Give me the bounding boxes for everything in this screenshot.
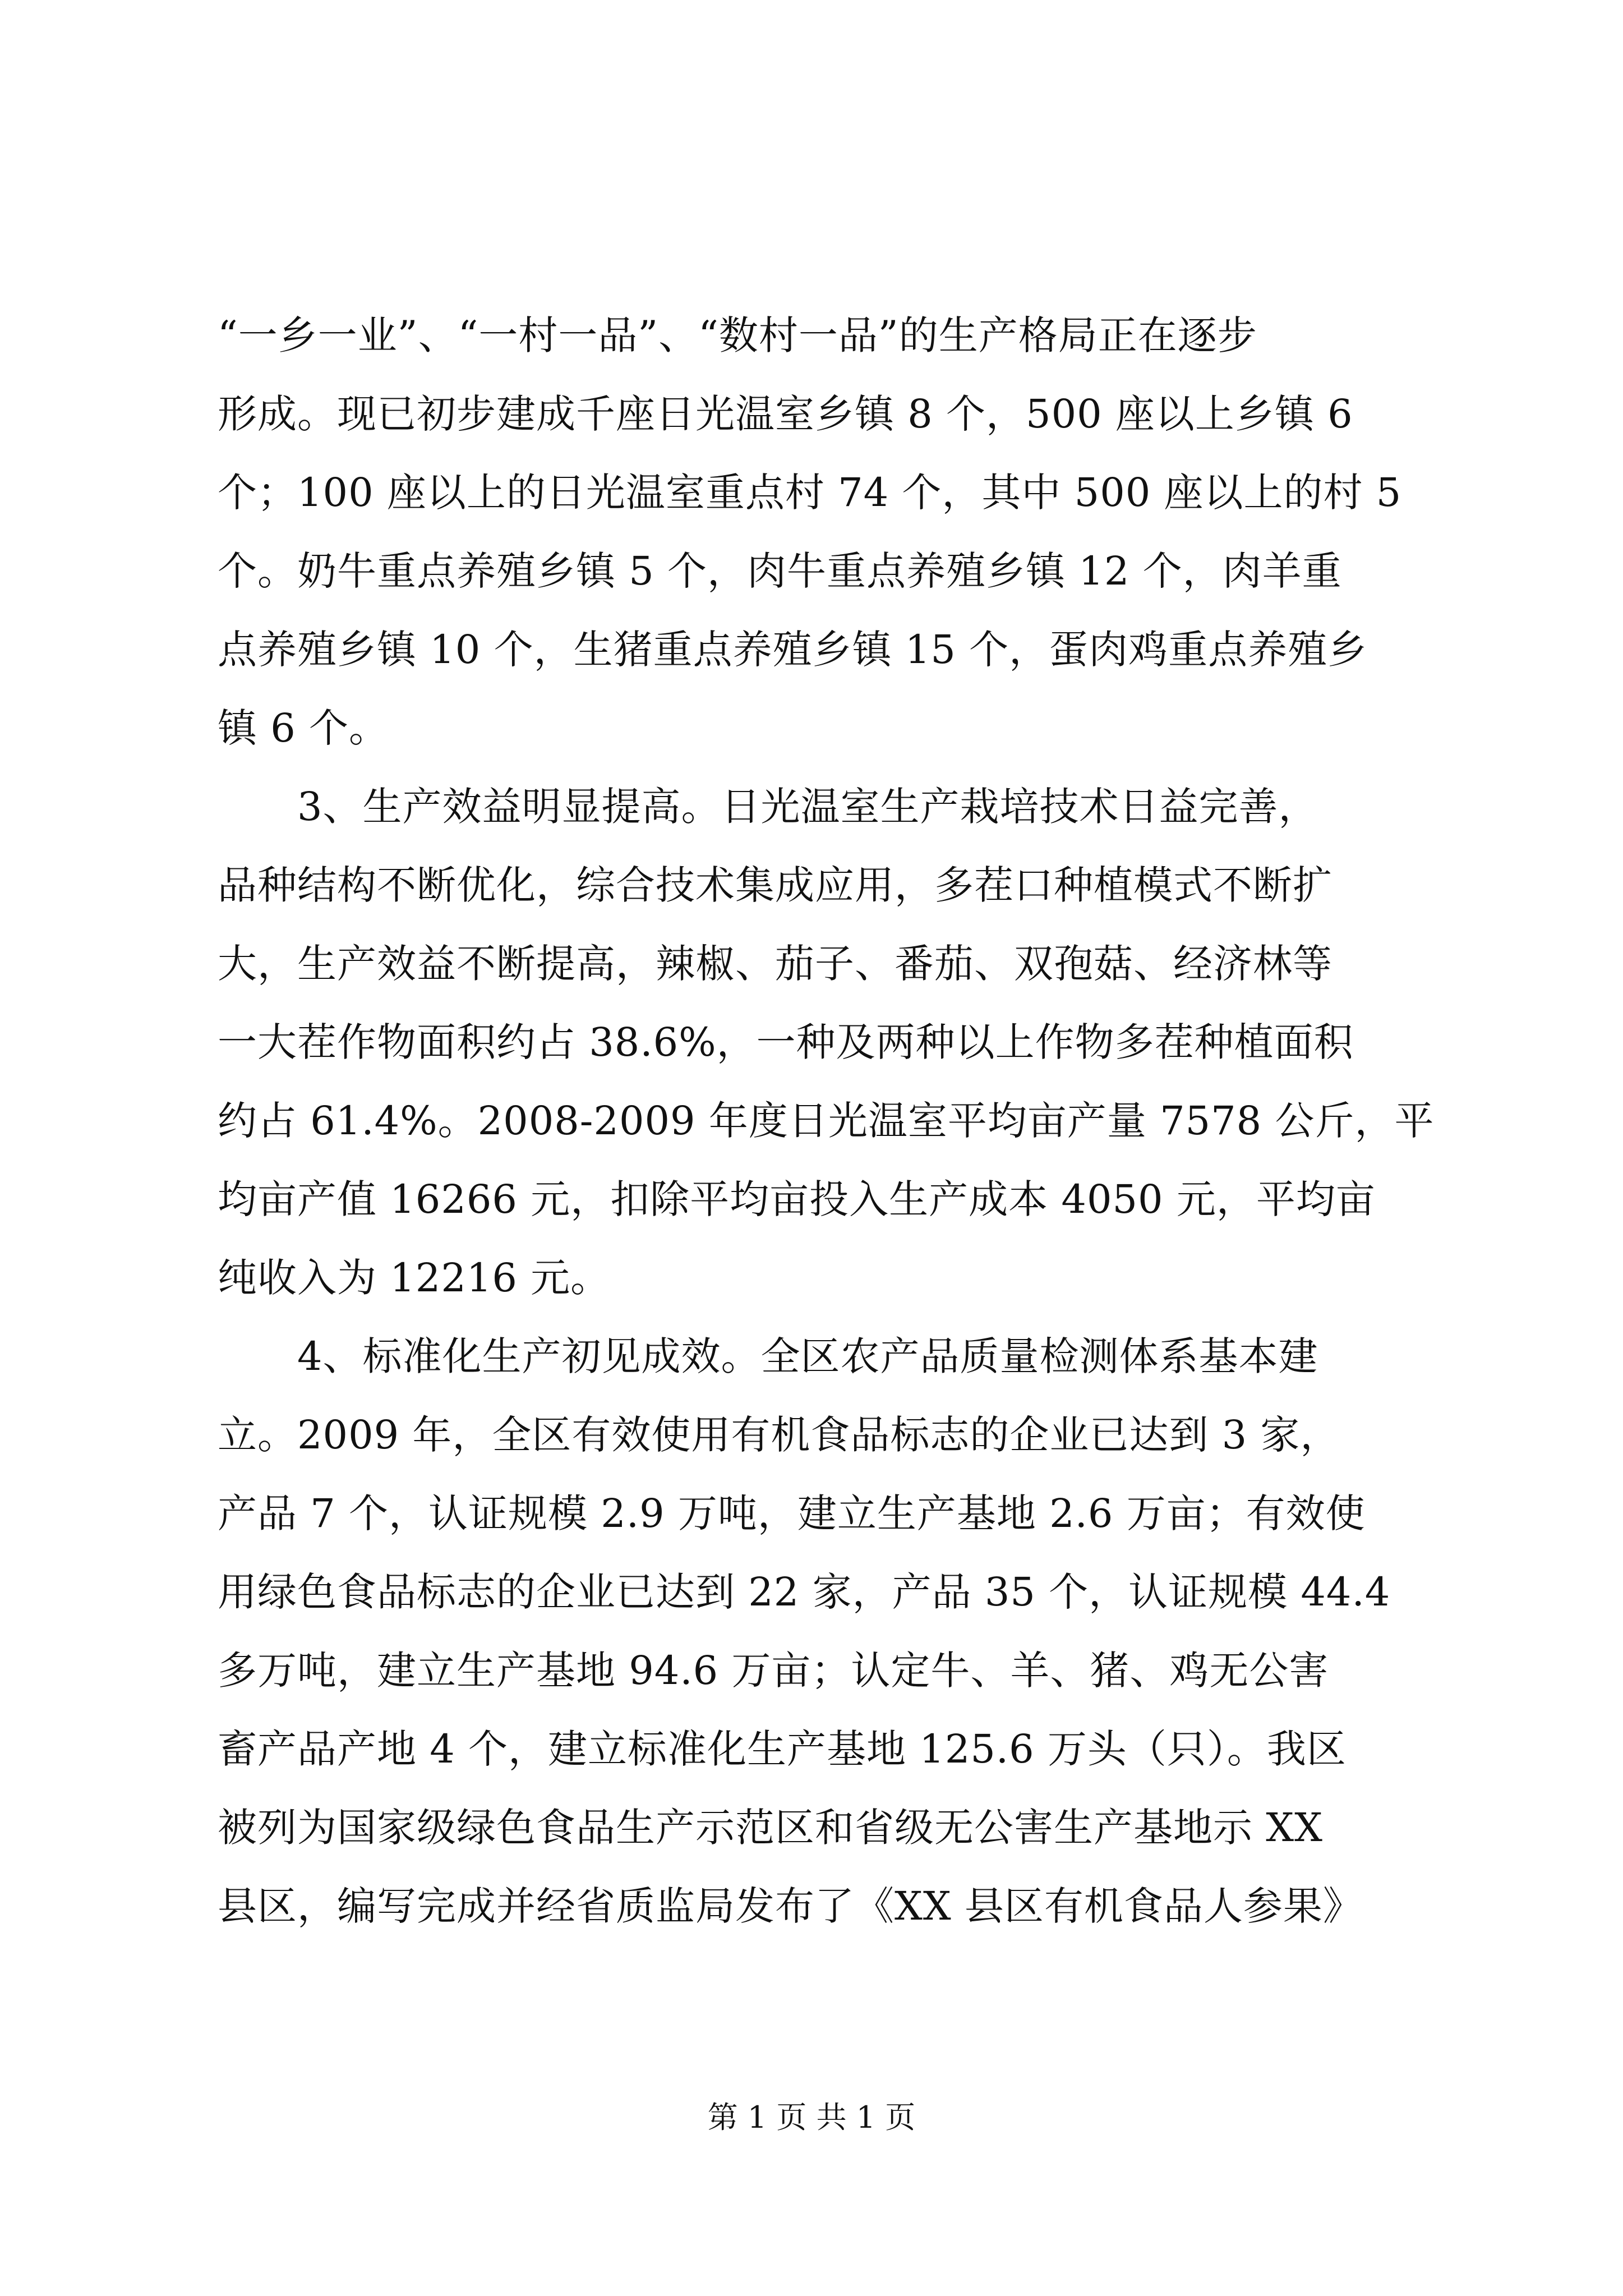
text-line: 产品 7 个，认证规模 2.9 万吨，建立生产基地 2.6 万亩；有效使 [218,1490,1366,1536]
page-footer: 第 1 页 共 1 页 [707,2100,916,2135]
text-line: 畜产品产地 4 个，建立标准化生产基地 125.6 万头（只）。我区 [218,1726,1347,1772]
text-line: 形成。现已初步建成千座日光温室乡镇 8 个，500 座以上乡镇 6 [218,391,1353,437]
text-line: “一乡一业”、“一村一品”、“数村一品”的生产格局正在逐步 [218,312,1257,358]
text-line: 纯收入为 12216 元。 [218,1255,611,1301]
text-line: 品种结构不断优化，综合技术集成应用，多茬口种植模式不断扩 [218,862,1332,908]
text-line: 用绿色食品标志的企业已达到 22 家，产品 35 个，认证规模 44.4 [218,1569,1391,1615]
text-line: 县区，编写完成并经省质监局发布了《XX 县区有机食品人参果》 [218,1883,1363,1929]
text-line: 一大茬作物面积约占 38.6%，一种及两种以上作物多茬种植面积 [218,1019,1354,1065]
text-line: 立。2009 年，全区有效使用有机食品标志的企业已达到 3 家， [218,1412,1340,1458]
text-line: 镇 6 个。 [218,705,389,751]
body-text [218,296,1446,1945]
text-line: 点养殖乡镇 10 个，生猪重点养殖乡镇 15 个，蛋肉鸡重点养殖乡 [218,627,1368,673]
text-line: 多万吨，建立生产基地 94.6 万亩；认定牛、羊、猪、鸡无公害 [218,1648,1329,1694]
text-line: 个。奶牛重点养殖乡镇 5 个，肉牛重点养殖乡镇 12 个，肉羊重 [218,548,1342,594]
text-line: 被列为国家级绿色食品生产示范区和省级无公害生产基地示 XX [218,1805,1323,1851]
text-line: 均亩产值 16266 元，扣除平均亩投入生产成本 4050 元，平均亩 [218,1176,1376,1222]
text-line: 约占 61.4%。2008-2009 年度日光温室平均亩产量 7578 公斤，平 [218,1098,1435,1144]
paragraph-3-start: 3、生产效益明显提高。日光温室生产栽培技术日益完善， [218,784,1318,830]
text-line: 大，生产效益不断提高，辣椒、茄子、番茄、双孢菇、经济林等 [218,941,1332,987]
paragraph-4-start: 4、标准化生产初见成效。全区农产品质量检测体系基本建 [218,1333,1318,1379]
text-line: 个；100 座以上的日光温室重点村 74 个，其中 500 座以上的村 5 [218,470,1402,516]
